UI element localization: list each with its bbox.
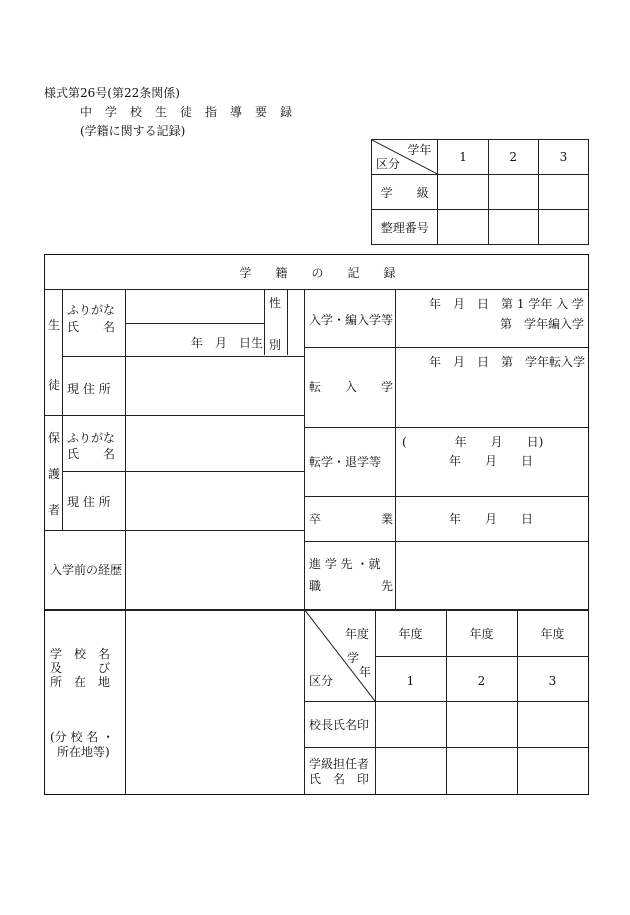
next-path-label-1: 進 学 先 ・就 bbox=[309, 557, 381, 571]
school-year-3: 年度 bbox=[540, 627, 565, 641]
guardian-address-label: 現 住 所 bbox=[67, 495, 111, 509]
corner-grade-label: 学年 bbox=[407, 143, 432, 157]
divider bbox=[125, 609, 126, 794]
divider bbox=[45, 289, 588, 290]
form-number: 様式第26号(第22条関係) bbox=[44, 86, 180, 100]
admission-line-1: 年 月 日 第 1 学年 入 学 bbox=[429, 297, 584, 311]
record-frame bbox=[44, 254, 589, 795]
admission-line-2: 第 学年編入学 bbox=[500, 317, 585, 331]
number-cell-3[interactable] bbox=[538, 210, 588, 245]
number-row-label: 整理番号 bbox=[372, 210, 438, 245]
name-label: 氏 名 bbox=[67, 320, 116, 334]
divider bbox=[125, 323, 264, 324]
school-corner-division: 区分 bbox=[309, 674, 334, 688]
class-cell-3[interactable] bbox=[538, 175, 588, 210]
school-grade-1: 1 bbox=[406, 674, 415, 688]
divider bbox=[304, 496, 588, 497]
guardian-furigana-label: ふりがな bbox=[67, 431, 116, 445]
divider bbox=[62, 471, 304, 472]
principal-label: 校長氏名印 bbox=[309, 718, 370, 732]
school-label-3: 所 在 地 bbox=[50, 675, 111, 689]
school-corner-grade: 学 bbox=[347, 651, 360, 665]
divider bbox=[375, 656, 588, 657]
school-label-2: 及 び bbox=[50, 661, 111, 675]
class-cell-2[interactable] bbox=[488, 175, 538, 210]
furigana-label: ふりがな bbox=[67, 303, 116, 317]
transfer-out-label: 転学・退学等 bbox=[309, 455, 382, 469]
divider bbox=[125, 289, 126, 611]
prior-history-label: 入学前の経歴 bbox=[50, 563, 123, 577]
student-label-2: 徒 bbox=[48, 378, 61, 392]
class-cell-1[interactable] bbox=[438, 175, 488, 210]
teacher-label-1: 学級担任者 bbox=[309, 757, 370, 771]
divider bbox=[304, 747, 588, 748]
divider bbox=[62, 356, 304, 357]
sex-label-1: 性 bbox=[269, 296, 282, 310]
grade-header-2: 2 bbox=[488, 140, 538, 175]
graduation-label: 卒 業 bbox=[309, 512, 394, 526]
corner-division-label: 区分 bbox=[376, 157, 401, 171]
admission-label: 入学・編入学等 bbox=[309, 313, 394, 327]
school-year-2: 年度 bbox=[469, 627, 494, 641]
transfer-out-line-2: 年 月 日 bbox=[449, 454, 534, 468]
school-label-5: 所在地等) bbox=[57, 745, 110, 759]
grade-corner-cell bbox=[372, 140, 438, 175]
student-label-1: 生 bbox=[48, 318, 61, 332]
grade-table bbox=[371, 139, 589, 245]
form-title: 中 学 校 生 徒 指 導 要 録 bbox=[80, 105, 293, 119]
school-corner-year: 年度 bbox=[345, 627, 370, 641]
transfer-in-label: 転 入 学 bbox=[309, 380, 394, 394]
address-label: 現 住 所 bbox=[67, 382, 111, 396]
class-row-label: 学 級 bbox=[372, 175, 438, 210]
divider bbox=[304, 347, 588, 348]
transfer-out-line-1: ( 年 月 日) bbox=[402, 435, 544, 449]
guardian-label-3: 者 bbox=[48, 503, 61, 517]
record-heading: 学 籍 の 記 録 bbox=[239, 266, 396, 280]
grade-header-1: 1 bbox=[438, 140, 488, 175]
guardian-label-2: 護 bbox=[48, 467, 61, 481]
divider bbox=[304, 541, 588, 542]
teacher-label-2: 氏 名 印 bbox=[309, 772, 370, 786]
sex-label-2: 別 bbox=[269, 338, 282, 352]
divider bbox=[304, 427, 588, 428]
divider bbox=[45, 530, 304, 531]
number-cell-1[interactable] bbox=[438, 210, 488, 245]
birth-date-label: 年 月 日生 bbox=[191, 336, 264, 350]
next-path-label-2: 職 先 bbox=[309, 579, 394, 593]
guardian-label-1: 保 bbox=[48, 431, 61, 445]
divider bbox=[304, 701, 588, 702]
grade-header-3: 3 bbox=[538, 140, 588, 175]
divider bbox=[45, 415, 304, 416]
school-corner-grade2: 年 bbox=[359, 665, 372, 679]
school-label-1: 学 校 名 bbox=[50, 647, 111, 661]
school-grade-2: 2 bbox=[477, 674, 486, 688]
school-grade-3: 3 bbox=[548, 674, 557, 688]
form-subtitle: (学籍に関する記録) bbox=[80, 124, 186, 138]
divider bbox=[287, 289, 288, 355]
school-year-1: 年度 bbox=[398, 627, 423, 641]
guardian-name-label: 氏 名 bbox=[67, 447, 116, 461]
graduation-line: 年 月 日 bbox=[449, 512, 534, 526]
divider bbox=[264, 289, 265, 355]
divider bbox=[395, 289, 396, 609]
transfer-in-line: 年 月 日 第 学年転入学 bbox=[429, 355, 586, 369]
school-label-4: (分 校 名 ・ bbox=[50, 730, 115, 744]
number-cell-2[interactable] bbox=[488, 210, 538, 245]
divider bbox=[62, 289, 63, 530]
